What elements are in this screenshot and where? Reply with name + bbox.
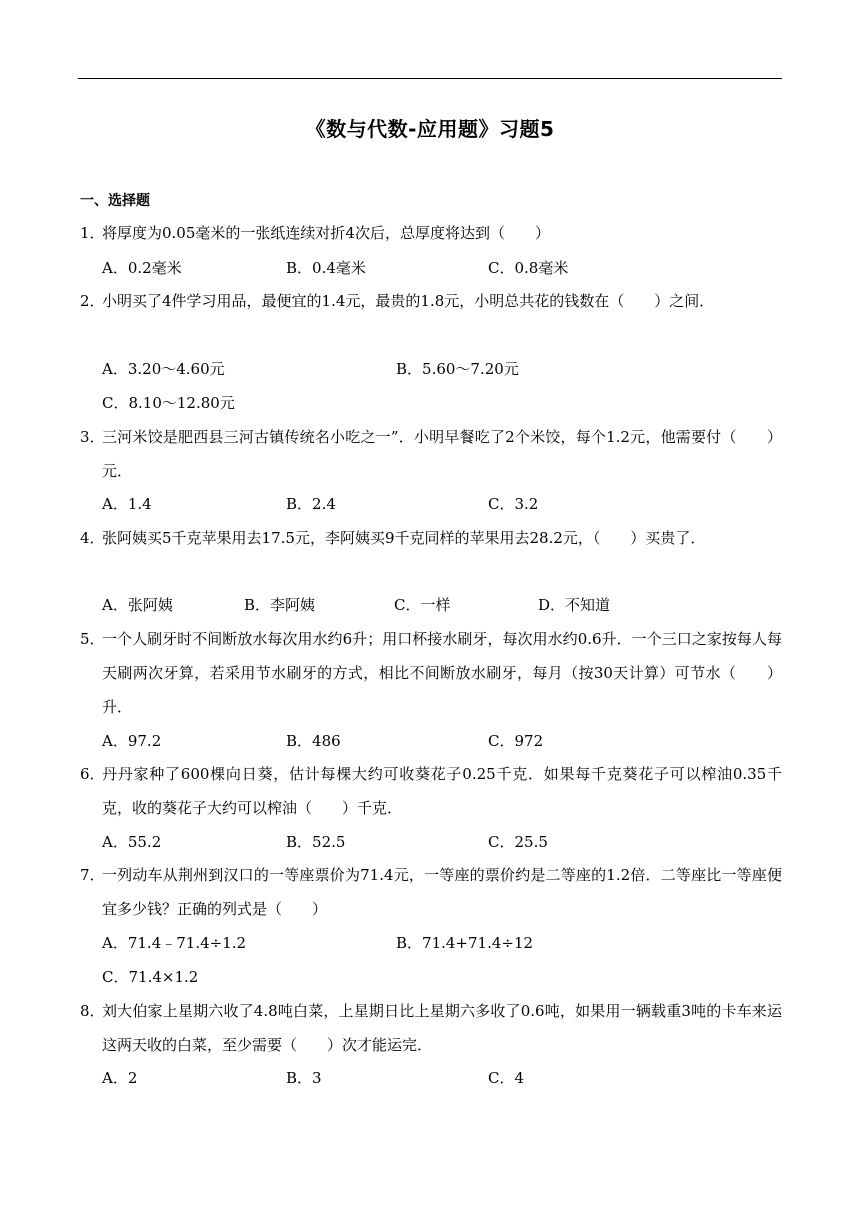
question-8 xyxy=(80,994,782,1062)
option-c: C．0.8毫米 xyxy=(488,259,569,277)
question-2-options-row-2 xyxy=(102,386,782,420)
question-7-options-row-2 xyxy=(102,960,782,994)
question-stem: 一个人刷牙时不间断放水每次用水约6升；用口杯接水刷牙，每次用水约0.6升．一个三口之家按每人每天刷两次牙算，若采用节水刷牙的方式，相比不间断放水刷牙，每月（按30天计算）可节水（ ）升． xyxy=(102,630,782,716)
question-2 xyxy=(80,284,782,318)
question-number: 4． xyxy=(80,529,105,547)
question-5 xyxy=(80,622,782,724)
header-rule xyxy=(78,78,782,79)
option-c: C．8.10～12.80元 xyxy=(102,394,235,412)
question-3-options xyxy=(102,487,782,521)
option-b: B．486 xyxy=(286,732,341,750)
question-stem: 一列动车从荆州到汉口的一等座票价为71.4元，一等座的票价约是二等座的1.2倍．二等座比一等座便宜多少钱？正确的列式是（ ） xyxy=(102,866,782,918)
page-title: 《数与代数-应用题》习题5 xyxy=(305,117,555,141)
option-b: B．2.4 xyxy=(286,495,336,513)
option-c: C．3.2 xyxy=(488,495,539,513)
question-6 xyxy=(80,757,782,825)
question-number: 5． xyxy=(80,630,105,648)
question-number: 7． xyxy=(80,866,105,884)
option-a: A．1.4 xyxy=(102,495,152,513)
option-c: C．25.5 xyxy=(488,833,548,851)
question-stem: 三河米饺是肥西县三河古镇传统名小吃之一”．小明早餐吃了2个米饺，每个1.2元，他需要付（ ）元． xyxy=(102,428,782,480)
option-d: D．不知道 xyxy=(538,596,611,614)
question-4 xyxy=(80,521,782,555)
question-2-options-row-1 xyxy=(102,352,782,386)
question-stem: 将厚度为0.05毫米的一张纸连续对折4次后，总厚度将达到（ ） xyxy=(102,224,550,242)
option-b: B．71.4+71.4÷12 xyxy=(396,934,534,952)
option-a: A．2 xyxy=(102,1069,138,1087)
option-b: B．52.5 xyxy=(286,833,346,851)
option-b: B．3 xyxy=(286,1069,322,1087)
question-stem: 丹丹家种了600棵向日葵，估计每棵大约可收葵花子0.25千克．如果每千克葵花子可以榨油0.35千克，收的葵花子大约可以榨油（ ）千克． xyxy=(102,765,782,817)
option-a: A．3.20～4.60元 xyxy=(102,360,225,378)
question-5-options xyxy=(102,724,782,758)
option-b: B．李阿姨 xyxy=(244,596,316,614)
question-stem: 刘大伯家上星期六收了4.8吨白菜，上星期日比上星期六多收了0.6吨，如果用一辆载重3吨的卡车来运这两天收的白菜，至少需要（ ）次才能运完． xyxy=(102,1002,782,1054)
question-stem: 张阿姨买5千克苹果用去17.5元，李阿姨买9千克同样的苹果用去28.2元，（ ）买贵了． xyxy=(102,529,706,547)
question-8-options xyxy=(102,1061,782,1095)
option-a: A．71.4﹣71.4÷1.2 xyxy=(102,934,247,952)
question-1 xyxy=(80,216,782,250)
option-a: A．0.2毫米 xyxy=(102,259,182,277)
question-number: 8． xyxy=(80,1002,105,1020)
question-3 xyxy=(80,420,782,488)
option-a: A．97.2 xyxy=(102,732,162,750)
option-b: B．0.4毫米 xyxy=(286,259,366,277)
option-c: C．71.4×1.2 xyxy=(102,968,199,986)
option-a: A．55.2 xyxy=(102,833,162,851)
question-number: 6． xyxy=(80,765,105,783)
option-c: C．4 xyxy=(488,1069,525,1087)
section-heading: 一、选择题 xyxy=(80,193,150,209)
question-number: 1． xyxy=(80,224,105,242)
question-stem: 小明买了4件学习用品，最便宜的1.4元，最贵的1.8元，小明总共花的钱数在（ ）之间． xyxy=(102,292,715,310)
question-number: 2． xyxy=(80,292,105,310)
question-4-options xyxy=(102,588,782,622)
question-7 xyxy=(80,858,782,926)
question-6-options xyxy=(102,825,782,859)
option-b: B．5.60～7.20元 xyxy=(396,360,519,378)
question-1-options xyxy=(102,251,782,285)
question-number: 3． xyxy=(80,428,105,446)
question-7-options-row-1 xyxy=(102,926,782,960)
option-c: C．972 xyxy=(488,732,544,750)
option-c: C．一样 xyxy=(394,596,451,614)
option-a: A．张阿姨 xyxy=(102,596,173,614)
